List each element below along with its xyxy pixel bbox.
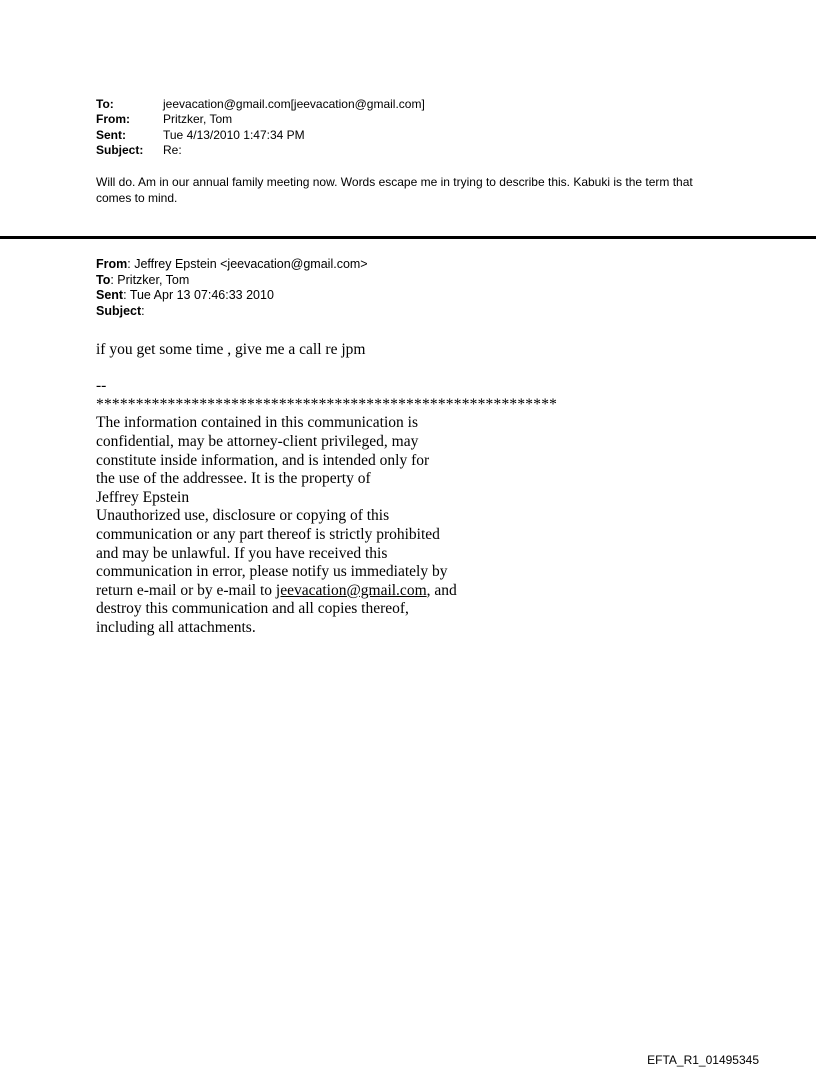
- header-row-subject: [96, 143, 816, 158]
- asterisk-separator: **********************************************************: [96, 395, 558, 413]
- header-row-sent: [96, 128, 816, 143]
- disclaimer-link-after: , and: [426, 581, 457, 599]
- header-row-from: [96, 112, 816, 127]
- quoted-header-row-sent: [96, 288, 816, 304]
- disclaimer-line: The information contained in this communication is: [96, 414, 418, 432]
- disclaimer-line: communication in error, please notify us immediately by: [96, 563, 448, 581]
- to-label: To:: [96, 97, 114, 111]
- quoted-body: if you get some time , give me a call re jpm: [96, 340, 366, 358]
- disclaimer-link-line: [96, 582, 816, 601]
- from-label: From:: [96, 112, 130, 127]
- disclaimer-email-link[interactable]: jeevacation@gmail.com: [275, 581, 427, 599]
- sent-value: Tue 4/13/2010 1:47:34 PM: [163, 127, 305, 142]
- bates-number: EFTA_R1_01495345: [647, 1053, 759, 1067]
- disclaimer-line: confidential, may be attorney-client privileged, may: [96, 432, 419, 450]
- from-value: Pritzker, Tom: [163, 112, 233, 127]
- quoted-from-label: From: [96, 257, 128, 272]
- disclaimer: [96, 414, 816, 637]
- disclaimer-line: constitute inside information, and is intended only for: [96, 451, 430, 469]
- email-top-body: Will do. Am in our annual family meeting now. Words escape me in trying to describe this. Kabuki is the term that comes to mind.: [96, 175, 693, 205]
- disclaimer-line: Unauthorized use, disclosure or copying of this: [96, 507, 390, 525]
- quoted-sent-value: : Tue Apr 13 07:46:33 2010: [123, 288, 274, 303]
- subject-value: Re:: [163, 142, 182, 157]
- disclaimer-line: and may be unlawful. If you have received this: [96, 544, 388, 562]
- email-top: [0, 0, 816, 206]
- quoted-header-row-from: [96, 257, 816, 273]
- header-row-to: [96, 97, 816, 112]
- signature-dashes: --: [96, 377, 107, 395]
- quoted-subject-value: :: [141, 303, 145, 318]
- sent-label: Sent:: [96, 127, 126, 142]
- quoted-subject-label: Subject: [96, 303, 142, 318]
- quoted-sent-label: Sent: [96, 288, 124, 303]
- disclaimer-link-before: return e-mail or by e-mail to: [96, 581, 276, 599]
- quoted-to-value: : Pritzker, Tom: [110, 272, 190, 287]
- disclaimer-line: destroy this communication and all copies thereof,: [96, 600, 409, 618]
- quoted-from-value: : Jeffrey Epstein <jeevacation@gmail.com>: [127, 257, 368, 272]
- disclaimer-line: including all attachments.: [96, 618, 256, 636]
- quoted-header-row-subject: [96, 304, 816, 320]
- to-value: jeevacation@gmail.com[jeevacation@gmail.com]: [163, 97, 425, 111]
- subject-label: Subject:: [96, 142, 144, 157]
- quoted-to-label: To: [96, 272, 111, 287]
- email-quoted: [0, 239, 816, 637]
- disclaimer-line: communication or any part thereof is strictly prohibited: [96, 525, 440, 543]
- disclaimer-line: the use of the addressee. It is the property of: [96, 470, 371, 488]
- quoted-header-row-to: [96, 273, 816, 289]
- disclaimer-line: Jeffrey Epstein: [96, 488, 190, 506]
